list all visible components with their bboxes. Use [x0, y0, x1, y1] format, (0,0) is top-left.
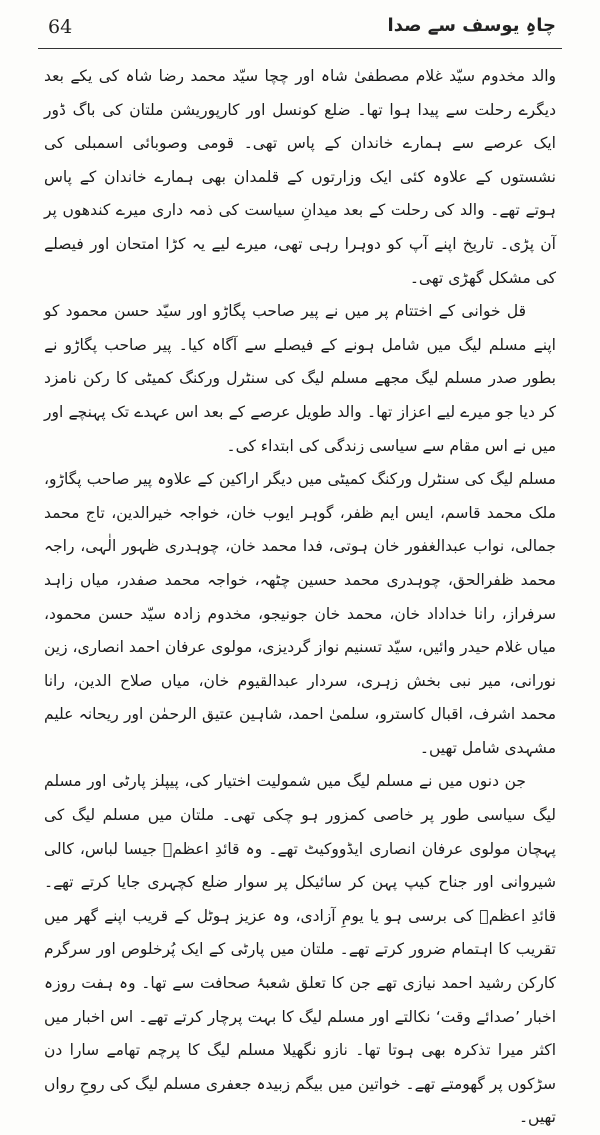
running-head: چاہِ یوسف سے صدا: [387, 15, 556, 36]
paragraph: مسلم لیگ کی سنٹرل ورکنگ کمیٹی میں دیگر اراکین کے علاوہ پیر صاحب پگاڑو، ملک محمد قاسم، ایس ایم ظفر، گوہر ایوب خان، خواجہ خیرالدین، تاج محمد جمالی، نواب عبدالغفور خان ہوتی، فدا محمد خان، چوہدری ظہور الٰہی، راجہ محمد ظفرالحق، چوہدری محمد حسین چٹھہ، خواجہ محمد صفدر، میاں زاہد سرفراز، رانا خداداد خان، محمد خان جونیجو، مخدوم زادہ سیّد حسن محمود، میاں غلام حیدر وائیں، سیّد تسنیم نواز گردیزی، مولوی عرفان احمد انصاری، زین نورانی، میر نبی بخش زہری، سردار عبدالقیوم خان، میاں صلاح الدین، رانا محمد اشرف، اقبال کاسترو، سلمیٰ احمد، شاہین عتیق الرحمٰن اور ریحانہ علیم مشہدی شامل تھیں۔: [44, 470, 556, 757]
paragraph: قل خوانی کے اختتام پر میں نے پیر صاحب پگاڑو اور سیّد حسن محمود کو اپنے مسلم لیگ میں شامل ہونے کے فیصلے سے آگاہ کیا۔ پیر صاحب پگاڑو نے بطور صدر مسلم لیگ مجھے مسلم لیگ کی سنٹرل ورکنگ کمیٹی کا رکن نامزد کر دیا جو میرے لیے اعزاز تھا۔ والد طویل عرصے کے بعد اس عہدے تک پہنچے اور میں نے اس مقام سے سیاسی زندگی کی ابتداء کی۔: [44, 302, 556, 455]
paragraph: والد مخدوم سیّد غلام مصطفیٰ شاہ اور چچا سیّد محمد رضا شاہ کی یکے بعد دیگرے رحلت سے پیدا ہوا تھا۔ ضلع کونسل اور کارپوریشن ملتان کی باگ ڈور ایک عرصے سے ہمارے خاندان کے پاس تھی۔ قومی وصوبائی اسمبلی کی نشستوں کے علاوہ کئی ایک وزارتوں کے قلمدان بھی ہمارے خاندان کے پاس ہوتے تھے۔ والد کی رحلت کے بعد میدانِ سیاست کی ذمہ داری میرے کندھوں پر آن پڑی۔ تاریخ اپنے آپ کو دوہرا رہی تھی، میرے لیے یہ کڑا امتحان اور فیصلے کی مشکل گھڑی تھی۔: [44, 67, 556, 287]
page-number: 64: [48, 16, 73, 38]
paragraph: جن دنوں میں نے مسلم لیگ میں شمولیت اختیار کی، پیپلز پارٹی اور مسلم لیگ سیاسی طور پر خاصی کمزور ہو چکی تھی۔ ملتان میں مسلم لیگ کی پہچان مولوی عرفان انصاری ایڈووکیٹ تھے۔ وہ قائدِ اعظمؒ جیسا لباس، کالی شیروانی اور جناح کیپ پہن کر سائیکل پر سوار ضلع کچہری جایا کرتے تھے۔ قائدِ اعظمؒ کی برسی ہو یا یومِ آزادی، وہ عزیز ہوٹل کے قریب اپنے گھر میں تقریب کا اہتمام ضرور کرتے تھے۔ ملتان میں پارٹی کے ایک پُرخلوص اور سرگرم کارکن رشید احمد نیازی تھے جن کا تعلق شعبۂ صحافت سے تھا۔ وہ ہفت روزہ اخبار ’صدائے وقت‘ نکالتے اور مسلم لیگ کا بہت پرچار کرتے تھے۔ اس اخبار میں اکثر میرا تذکرہ بھی ہوتا تھا۔ نازو نگھیلا مسلم لیگ کا پرچم تھامے سارا دن سڑکوں پر گھومتے تھے۔ خواتین میں بیگم زبیدہ جعفری مسلم لیگ کی روحِ رواں تھیں۔: [44, 772, 556, 1127]
page-header: [38, 12, 562, 46]
header-rule: [38, 48, 562, 49]
page-body: [44, 60, 556, 1127]
